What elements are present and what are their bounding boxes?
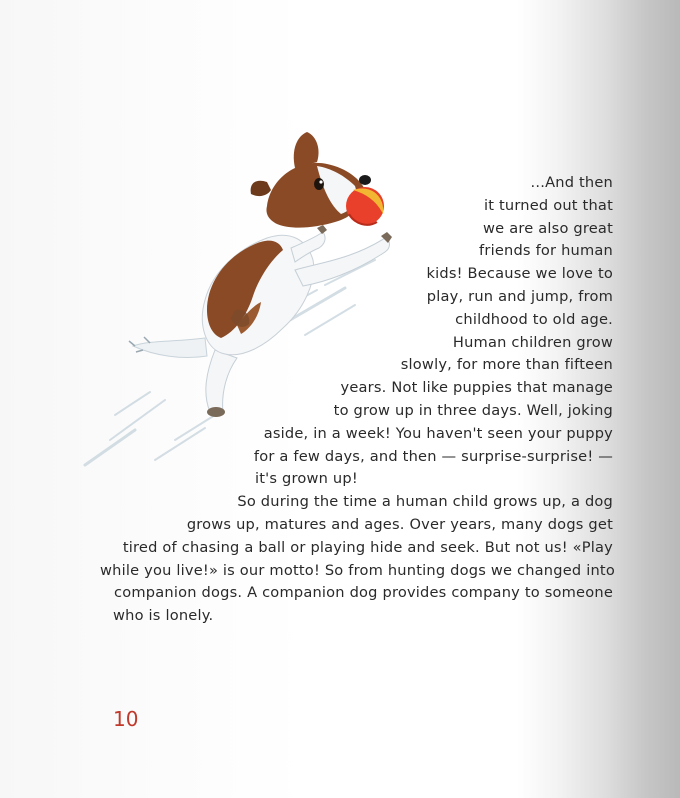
- text-line: So during the time a human child grows up, a dog: [237, 493, 613, 511]
- text-line: play, run and jump, from: [426, 287, 613, 305]
- text-line: grows up, matures and ages. Over years, many dogs get: [186, 515, 613, 533]
- text-line: slowly, for more than fifteen: [400, 356, 613, 374]
- text-line: while you live!» is our motto! So from hunting dogs we changed into: [100, 561, 615, 579]
- text-line: for a few days, and then — surprise-surprise! —: [253, 447, 613, 465]
- text-line: tired of chasing a ball or playing hide and seek. But not us! «Play: [122, 538, 613, 556]
- text-line: we are also great: [483, 219, 613, 237]
- text-line: who is lonely.: [113, 607, 214, 625]
- text-line: to grow up in three days. Well, joking: [333, 401, 613, 419]
- text-line: aside, in a week! You haven't seen your puppy: [263, 424, 613, 442]
- text-line: friends for human: [479, 242, 613, 260]
- story-text: [100, 172, 613, 628]
- text-line: it turned out that: [483, 196, 613, 214]
- text-line: kids! Because we love to: [426, 265, 613, 283]
- text-line: companion dogs. A companion dog provides company to someone: [114, 584, 613, 602]
- text-line: childhood to old age.: [455, 310, 613, 328]
- page-number: 10: [113, 707, 139, 731]
- text-line: years. Not like puppies that manage: [340, 379, 613, 397]
- text-line: it's grown up!: [255, 470, 358, 488]
- text-line: ...And then: [530, 174, 613, 191]
- text-line: Human children grow: [452, 333, 613, 351]
